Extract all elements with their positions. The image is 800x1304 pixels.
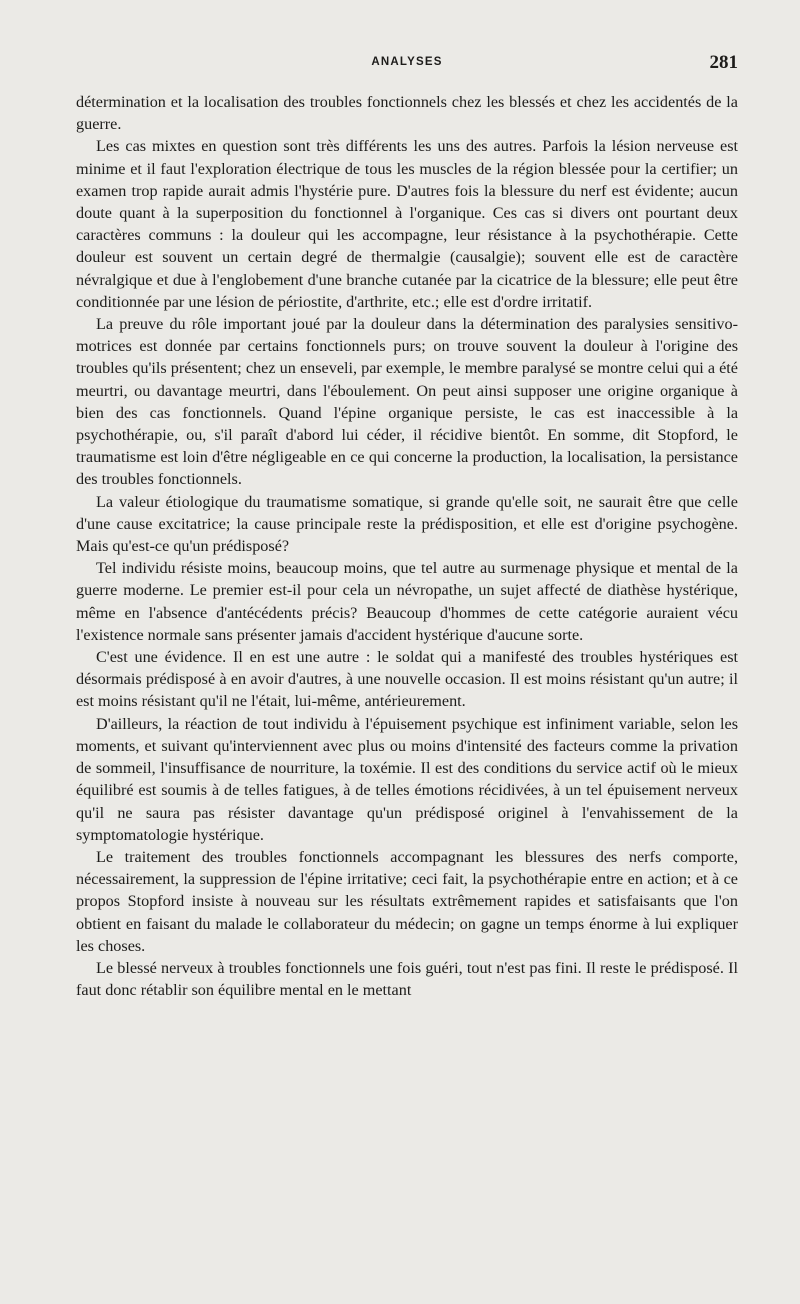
running-header — [76, 52, 738, 76]
page-number: 281 — [709, 52, 738, 73]
paragraph-5: Tel individu résiste moins, beaucoup moins, que tel autre au surmenage physique et mental de la guerre moderne. Le premier est-il pour cela un névropathe, un sujet affecté de diathèse hystérique, même en l'absence d'antécédents précis? Beaucoup d'hommes de cette catégorie auraient vécu l'existence normale sans présenter jamais d'accident hystérique d'aucune sorte. — [76, 559, 738, 644]
paragraph-6: C'est une évidence. Il en est une autre : le soldat qui a manifesté des troubles hystériques est désormais prédisposé à en avoir d'autres, à une nouvelle occasion. Il est moins résistant qu'un autre; il est moins résistant qu'il ne l'était, lui-même, antérieurement. — [76, 648, 738, 711]
header-title: ANALYSES — [371, 56, 443, 68]
paragraph-1: détermination et la localisation des troubles fonctionnels chez les blessés et chez les accidentés de la guerre. — [76, 93, 738, 134]
paragraph-2: Les cas mixtes en question sont très différents les uns des autres. Parfois la lésion nerveuse est minime et il faut l'exploration électrique de tous les muscles de la région blessée pour la certifier; un examen trop rapide aurait admis l'hystérie pure. D'autres fois la blessure du nerf est évidente; aucun doute quant à la superposition du fonctionnel à l'organique. Ces cas si divers ont pourtant deux caractères communs : la douleur qui les accompagne, leur résistance à la psychothérapie. Cette douleur est souvent un certain degré de thermalgie (causalgie); souvent elle est de caractère névralgique et due à l'englobement d'une branche cutanée par la cicatrice de la blessure; elle peut être conditionnée par une lésion de périostite, d'arthrite, etc.; elle est d'ordre irritatif. — [76, 137, 738, 311]
body-text — [76, 91, 738, 1001]
paragraph-3: La preuve du rôle important joué par la douleur dans la détermination des paralysies sensitivo-motrices est donnée par certains fonctionnels purs; on trouve souvent la douleur à l'origine des troubles qu'ils présentent; chez un enseveli, par exemple, le membre paralysé se montre celui qui a été meurtri, ou davantage meurtri, dans l'éboulement. On peut ainsi supposer une origine organique à bien des cas fonctionnels. Quand l'épine organique persiste, le cas est inaccessible à la psychothérapie, ou, s'il paraît d'abord lui céder, il récidive bientôt. En somme, dit Stopford, le traumatisme est loin d'être négligeable en ce qui concerne la production, la localisation, la persistance des troubles fonctionnels. — [76, 315, 738, 489]
paragraph-8: Le traitement des troubles fonctionnels accompagnant les blessures des nerfs comporte, nécessairement, la suppression de l'épine irritative; ceci fait, la psychothérapie entre en action; et à ce propos Stopford insiste à nouveau sur les résultats extrêmement rapides et satisfaisants que l'on obtient en faisant du malade le collaborateur du médecin; on gagne un temps énorme à lui expliquer les choses. — [76, 847, 738, 955]
paragraph-7: D'ailleurs, la réaction de tout individu à l'épuisement psychique est infiniment variable, selon les moments, et suivant qu'interviennent avec plus ou moins d'intensité des facteurs comme la privation de sommeil, l'insuffisance de nourriture, la toxémie. Il est des conditions du service actif où le mieux équilibré est soumis à de telles fatigues, à de telles émotions récidivées, à un tel épuisement nerveux qu'il ne saura pas résister davantage qu'un prédisposé originel à l'envahissement de la symptomatologie hystérique. — [76, 714, 738, 844]
paragraph-4: La valeur étiologique du traumatisme somatique, si grande qu'elle soit, ne saurait être que celle d'une cause excitatrice; la cause principale reste la prédisposition, et elle est d'origine psychogène. Mais qu'est-ce qu'un prédisposé? — [76, 492, 738, 556]
paragraph-9: Le blessé nerveux à troubles fonctionnels une fois guéri, tout n'est pas fini. Il reste le prédisposé. Il faut donc rétablir son équilibre mental en le mettant — [76, 958, 738, 1000]
